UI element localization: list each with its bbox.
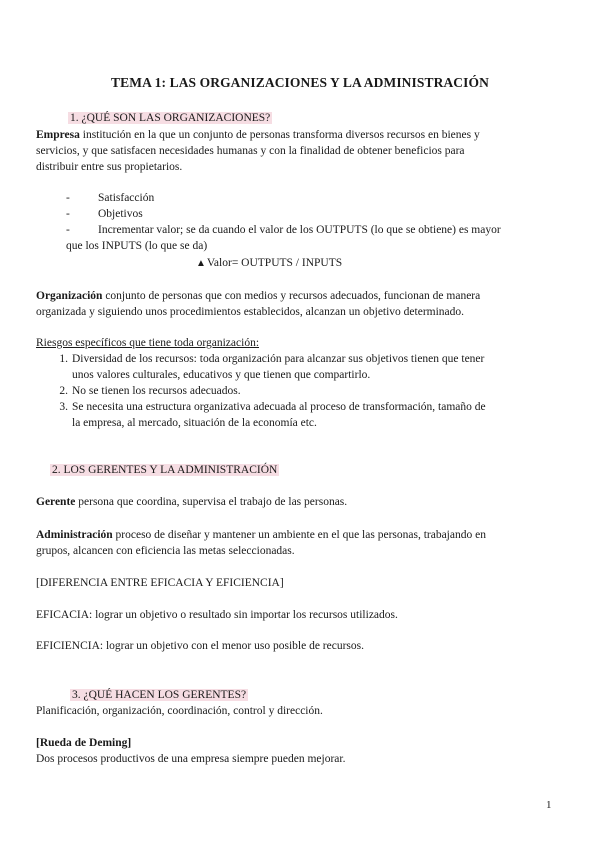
administracion-text-1: proceso de diseñar y mantener un ambiente en el que las personas, trabajando en [115, 529, 486, 541]
section-1-heading-text: 1. ¿QUÉ SON LAS ORGANIZACIONES? [70, 112, 271, 124]
administracion-term: Administración [36, 529, 113, 541]
empresa-definition-line-1 [36, 127, 556, 143]
riesgo-3-line-2: la empresa, al mercado, situación de la economía etc. [72, 417, 317, 429]
bullet-dash: - [66, 224, 70, 236]
rueda-deming-heading: [Rueda de Deming] [36, 737, 132, 749]
administracion-definition-line-1 [36, 527, 556, 543]
riesgo-3-number: 3. [59, 401, 68, 413]
bullet-dash: - [66, 208, 70, 220]
empresa-text-1: institución en la que un conjunto de personas transforma diversos recursos en bienes y [82, 129, 480, 141]
eficiencia-definition: EFICIENCIA: lograr un objetivo con el menor uso posible de recursos. [36, 640, 365, 652]
eficacia-definition: EFICACIA: lograr un objetivo o resultado sin importar los recursos utilizados. [36, 609, 398, 621]
gerentes-funciones: Planificación, organización, coordinación, control y dirección. [36, 705, 323, 717]
bullet-incrementar-valor-cont: que los INPUTS (lo que se da) [66, 240, 208, 252]
section-2-heading [50, 462, 279, 478]
section-3-heading [70, 687, 248, 703]
riesgos-heading: Riesgos específicos que tiene toda organización: [36, 337, 260, 349]
gerente-term: Gerente [36, 496, 76, 508]
valor-formula [196, 255, 342, 272]
organizacion-definition-line-2: organizada y siguiendo unos procedimientos establecidos, alcanzan un objetivo determinado. [36, 306, 465, 318]
bullet-objetivos: Objetivos [98, 208, 143, 220]
empresa-definition-line-3: distribuir entre sus propietarios. [36, 161, 183, 173]
rueda-deming-text: Dos procesos productivos de una empresa siempre pueden mejorar. [36, 753, 346, 765]
administracion-definition-line-2: grupos, alcancen con eficiencia las metas seleccionadas. [36, 545, 295, 557]
gerente-definition [36, 494, 556, 510]
bullet-satisfaccion: Satisfacción [98, 192, 155, 204]
riesgo-2-number: 2. [59, 385, 68, 397]
organizacion-term: Organización [36, 290, 103, 302]
bullet-incrementar-valor: Incrementar valor; se da cuando el valor de los OUTPUTS (lo que se obtiene) es mayor [98, 224, 501, 236]
organizacion-text-1: conjunto de personas que con medios y recursos adecuados, funcionan de manera [105, 290, 481, 302]
diferencia-heading: [DIFERENCIA ENTRE EFICACIA Y EFICIENCIA] [36, 577, 284, 589]
riesgo-1-number: 1. [59, 353, 68, 365]
section-3-heading-text: 3. ¿QUÉ HACEN LOS GERENTES? [72, 689, 247, 701]
page-number: 1 [546, 799, 552, 811]
riesgo-3-line-1: Se necesita una estructura organizativa adecuada al proceso de transformación, tamaño de [72, 401, 486, 413]
bullet-dash: - [66, 192, 70, 204]
valor-formula-text: Valor= OUTPUTS / INPUTS [206, 257, 343, 269]
gerente-text: persona que coordina, supervisa el trabajo de las personas. [78, 496, 348, 508]
riesgo-2-line-1: No se tienen los recursos adecuados. [72, 385, 241, 397]
triangle-up-icon: ▲ [196, 258, 206, 269]
empresa-term: Empresa [36, 129, 80, 141]
page-title: TEMA 1: LAS ORGANIZACIONES Y LA ADMINISTRACIÓN [111, 75, 489, 90]
empresa-definition-line-2: servicios, y que satisfacen necesidades humanas y con la finalidad de obtener beneficios para [36, 145, 465, 157]
section-2-heading-text: 2. LOS GERENTES Y LA ADMINISTRACIÓN [52, 464, 278, 476]
riesgo-1-line-2: unos valores culturales, educativos y que tienen que compartirlo. [72, 369, 371, 381]
riesgo-1-line-1: Diversidad de los recursos: toda organización para alcanzar sus objetivos tienen que tener [72, 353, 485, 365]
organizacion-definition-line-1 [36, 288, 556, 304]
section-1-heading [68, 110, 272, 126]
